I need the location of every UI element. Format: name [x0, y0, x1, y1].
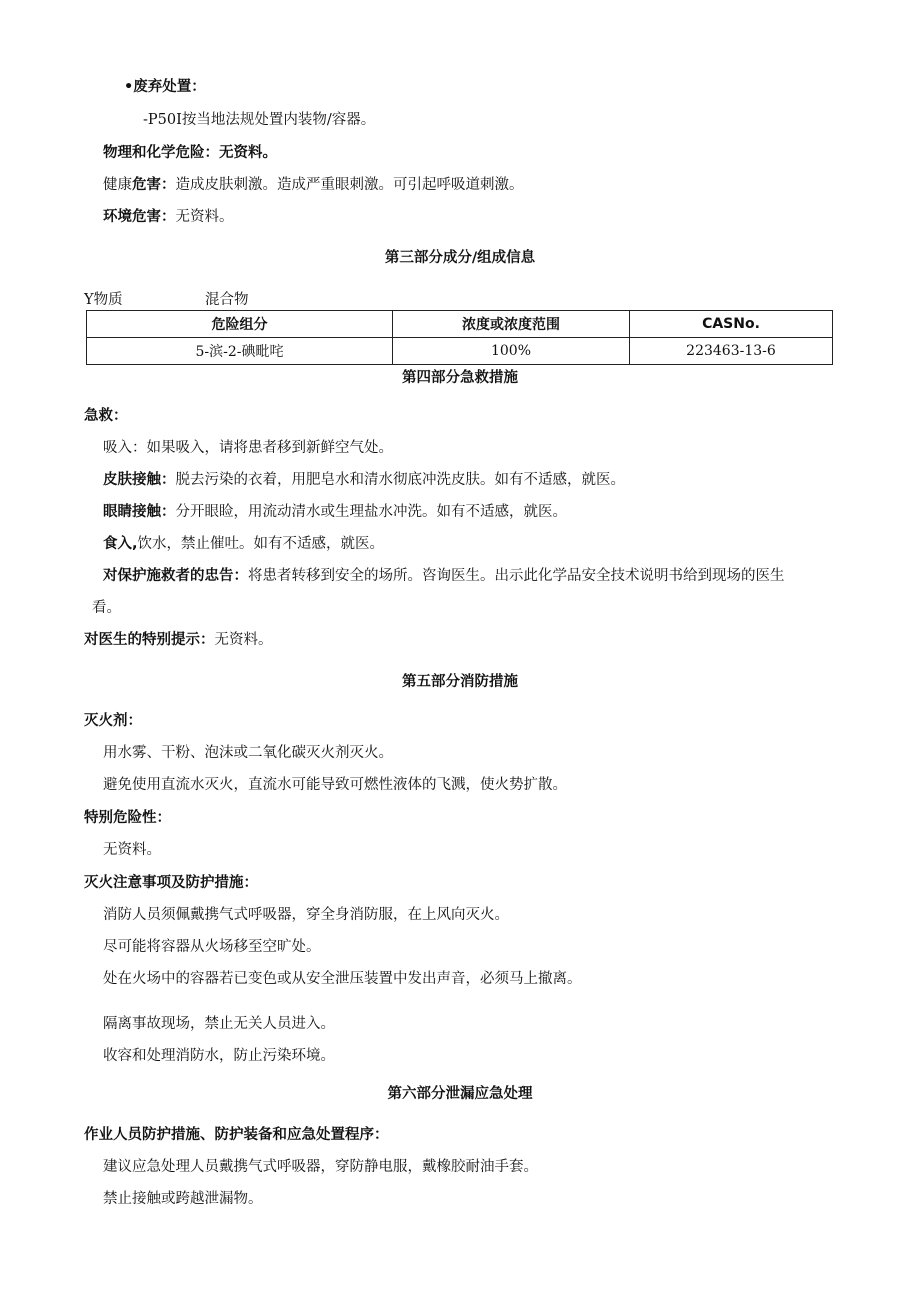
- table-header-concentration: 浓度或浓度范围: [393, 311, 630, 338]
- health-hazard-label-1: 健康: [103, 177, 132, 193]
- substance-label: Y物质: [84, 292, 123, 308]
- doctor-note: [84, 630, 273, 650]
- firefighting-precaution-4: 隔离事故现场，禁止无关人员进入。: [103, 1016, 335, 1032]
- table-header-cas: CASNo.: [630, 311, 833, 338]
- firefighting-precaution-2: 尽可能将容器从火场移至空旷处。: [103, 939, 321, 955]
- section5-title: 第五部分消防措施: [402, 674, 518, 690]
- doctor-note-label: 对医生的特别提示：: [84, 632, 215, 648]
- ingestion-value: 饮水，禁止催吐。如有不适感，就医。: [137, 536, 385, 552]
- inhalation-text: 吸入：如果吸入，请将患者移到新鲜空气处。: [103, 440, 393, 456]
- env-hazard-value: 无资料。: [175, 209, 234, 225]
- composition-table: [86, 310, 833, 365]
- eye-contact: [103, 502, 567, 522]
- health-hazard: [103, 175, 524, 195]
- rescuer-advice: [103, 566, 785, 586]
- physical-hazard-value: 无资料。: [219, 145, 277, 161]
- eye-contact-label: 眼睛接触：: [103, 504, 176, 520]
- substance-value: 混合物: [205, 292, 249, 308]
- firefighting-precaution-3: 处在火场中的容器若已变色或从安全泄压装置中发出声音，必须马上撤离。: [103, 971, 582, 987]
- special-hazard-label: 特别危险性：: [84, 810, 171, 826]
- first-aid-label: 急救：: [84, 408, 128, 424]
- skin-contact-value: 脱去污染的衣着，用肥皂水和清水彻底冲洗皮肤。如有不适感，就医。: [175, 472, 625, 488]
- ingestion: [103, 534, 384, 554]
- skin-contact-label: 皮肤接触：: [103, 472, 176, 488]
- table-cell-cas: 223463-13-6: [630, 338, 833, 365]
- firefighting-precaution-5: 收容和处理消防水，防止污染环境。: [103, 1048, 335, 1064]
- table-cell-component: 5-滨-2-碘毗咤: [87, 338, 393, 365]
- env-hazard: [103, 207, 234, 227]
- rescuer-advice-continued: 看。: [92, 600, 121, 616]
- table-cell-concentration: 100%: [393, 338, 630, 365]
- rescuer-advice-value: 将患者转移到安全的场所。咨询医生。出示此化学品安全技术说明书给到现场的医生: [248, 568, 785, 584]
- extinguishing-agent-1: 用水雾、干粉、泡沫或二氧化碳灭火剂灭火。: [103, 745, 393, 761]
- doctor-note-value: 无资料。: [214, 632, 273, 648]
- firefighting-precaution-label: 灭火注意事项及防护措施：: [84, 875, 258, 891]
- emergency-procedure-2: 禁止接触或跨越泄漏物。: [103, 1191, 263, 1207]
- firefighting-precaution-1: 消防人员须佩戴携气式呼吸器，穿全身消防服，在上风向灭火。: [103, 907, 509, 923]
- table-header-component: 危险组分: [87, 311, 393, 338]
- section6-title: 第六部分泄漏应急处理: [387, 1086, 533, 1102]
- table-row: [87, 338, 833, 365]
- physical-hazard-label: 物理和化学危险：: [103, 145, 219, 161]
- eye-contact-value: 分开眼睑，用流动清水或生理盐水冲洗。如有不适感，就医。: [175, 504, 567, 520]
- health-hazard-label: 危害：: [132, 177, 176, 193]
- special-hazard-value: 无资料。: [103, 842, 161, 858]
- emergency-procedure-1: 建议应急处理人员戴携气式呼吸器，穿防静电服，戴橡胶耐油手套。: [103, 1159, 538, 1175]
- section3-title: 第三部分成分/组成信息: [384, 250, 536, 266]
- extinguishing-agent-label: 灭火剂：: [84, 713, 142, 729]
- extinguishing-agent-2: 避免使用直流水灭火，直流水可能导致可燃性液体的飞溅，使火势扩散。: [103, 777, 567, 793]
- physical-hazard: [103, 143, 277, 163]
- emergency-procedure-label: 作业人员防护措施、防护装备和应急处置程序：: [84, 1127, 389, 1143]
- section4-title: 第四部分急救措施: [402, 370, 518, 386]
- env-hazard-label: 环境危害：: [103, 209, 176, 225]
- rescuer-advice-label: 对保护施救者的忠告：: [103, 568, 248, 584]
- disposal-p501: -P50I按当地法规处置内装物/容器。: [143, 112, 376, 128]
- health-hazard-value: 造成皮肤刺激。造成严重眼刺激。可引起呼吸道刺激。: [175, 177, 524, 193]
- ingestion-label: 食入,: [103, 536, 138, 552]
- table-header-row: [87, 311, 833, 338]
- disposal-heading: •废弃处置：: [124, 79, 206, 95]
- skin-contact: [103, 470, 625, 490]
